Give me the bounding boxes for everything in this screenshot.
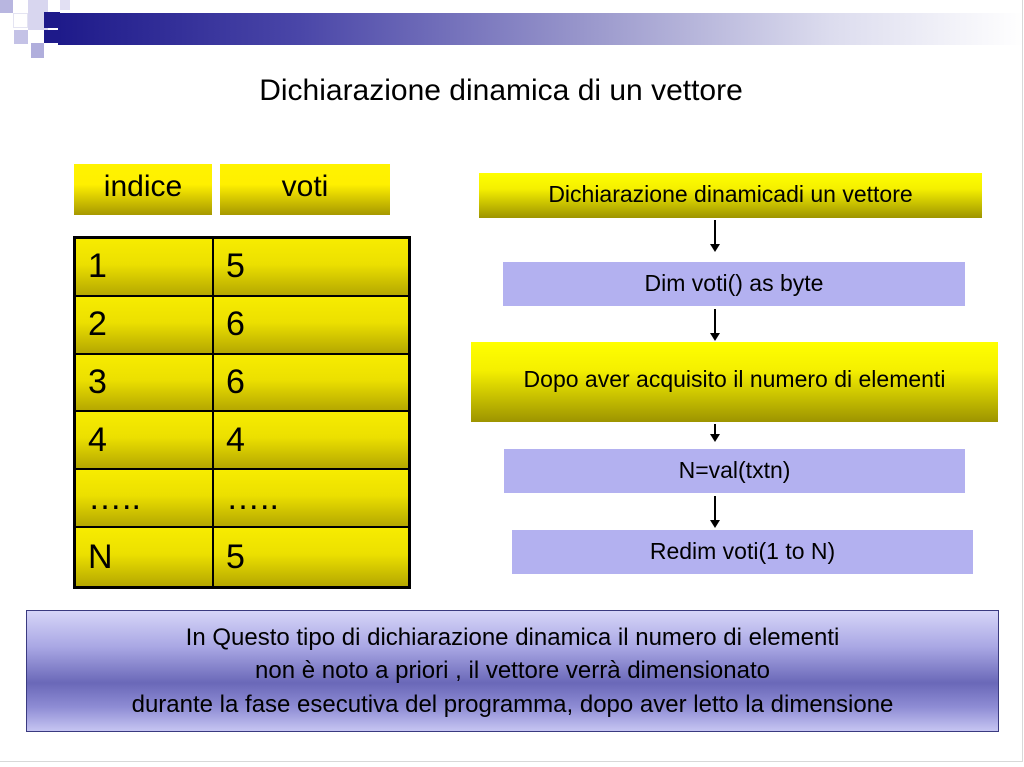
slide-title: Dichiarazione dinamica di un vettore bbox=[259, 74, 743, 107]
table-cell-value: 6 bbox=[214, 297, 408, 355]
table-cell-index: 4 bbox=[76, 412, 214, 470]
table-cell-value: 6 bbox=[214, 355, 408, 413]
explanation-note bbox=[26, 610, 999, 732]
table-cell-value: 5 bbox=[214, 239, 408, 297]
flow-arrow-icon bbox=[706, 307, 724, 343]
header-gradient-bar bbox=[58, 13, 1024, 45]
note-line: non è noto a priori , il vettore verrà dimensionato bbox=[255, 657, 770, 685]
table-cell-index: 1 bbox=[76, 239, 214, 297]
decor-square bbox=[60, 0, 70, 10]
table-cell-index: ….. bbox=[76, 470, 214, 528]
flow-step-declaration: Dichiarazione dinamicadi un vettore bbox=[479, 173, 982, 218]
decor-square bbox=[44, 12, 60, 28]
table-cell-value: 4 bbox=[214, 412, 408, 470]
flow-arrow-icon bbox=[706, 422, 724, 444]
flow-arrow-icon bbox=[706, 494, 724, 530]
column-header-indice: indice bbox=[74, 164, 212, 215]
decor-square bbox=[44, 30, 58, 43]
table-cell-value: 5 bbox=[214, 528, 408, 586]
decor-square bbox=[13, 13, 28, 28]
decor-square bbox=[31, 43, 44, 58]
note-line: durante la fase esecutiva del programma, dopo aver letto la dimensione bbox=[131, 690, 894, 718]
table-cell-value: ….. bbox=[214, 470, 408, 528]
column-header-voti: voti bbox=[220, 164, 390, 215]
flow-step-acquire: Dopo aver acquisito il numero di elementi bbox=[471, 342, 998, 422]
flow-step-dim: Dim voti() as byte bbox=[503, 262, 965, 306]
flow-step-redim: Redim voti(1 to N) bbox=[512, 530, 973, 574]
decor-square bbox=[14, 30, 28, 44]
data-table bbox=[73, 236, 411, 589]
note-line: In Questo tipo di dichiarazione dinamica il numero di elementi bbox=[185, 624, 840, 652]
table-cell-index: 3 bbox=[76, 355, 214, 413]
flow-arrow-icon bbox=[706, 218, 724, 254]
table-cell-index: 2 bbox=[76, 297, 214, 355]
table-cell-index: N bbox=[76, 528, 214, 586]
flow-step-val: N=val(txtn) bbox=[504, 449, 965, 493]
decor-square bbox=[0, 0, 13, 13]
